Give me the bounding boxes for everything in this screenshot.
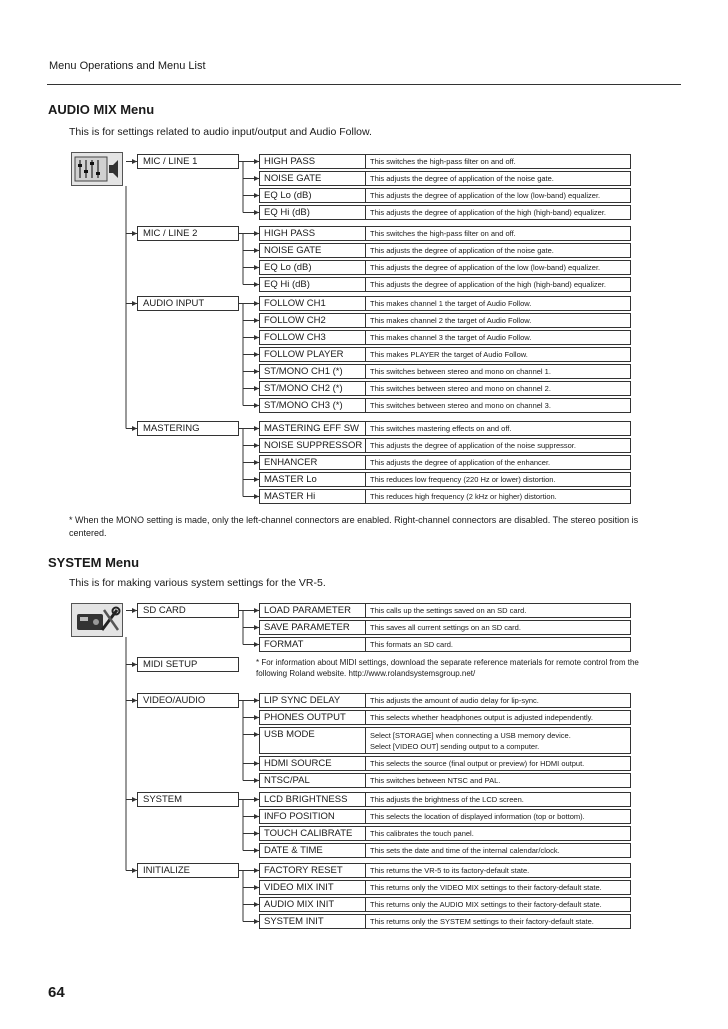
menu-item-name: ST/MONO CH2 (*) bbox=[259, 381, 366, 396]
menu-item-desc: This adjusts the degree of application of the enhancer. bbox=[366, 455, 631, 470]
menu-item-desc: This adjusts the degree of application of the high (high-band) equalizer. bbox=[366, 205, 631, 220]
menu-item-name: NOISE GATE bbox=[259, 243, 366, 258]
menu-item-desc: This makes channel 3 the target of Audio Follow. bbox=[366, 330, 631, 345]
menu-item-name: AUDIO MIX INIT bbox=[259, 897, 366, 912]
system-intro: This is for making various system settings for the VR-5. bbox=[69, 577, 326, 589]
menu-item-desc: This reduces high frequency (2 kHz or higher) distortion. bbox=[366, 489, 631, 504]
mono-footnote: * When the MONO setting is made, only the left-channel connectors are enabled. Right-channel connectors are disabled. The stereo position is centered. bbox=[69, 515, 639, 538]
menu-item-name: NOISE GATE bbox=[259, 171, 366, 186]
menu-group-initialize: INITIALIZE bbox=[137, 863, 239, 878]
menu-item-name: INFO POSITION bbox=[259, 809, 366, 824]
menu-item-desc: This returns only the SYSTEM settings to their factory-default state. bbox=[366, 914, 631, 929]
audio-mix-heading: AUDIO MIX Menu bbox=[48, 102, 155, 117]
menu-item-name: FACTORY RESET bbox=[259, 863, 366, 878]
menu-item-name: VIDEO MIX INIT bbox=[259, 880, 366, 895]
menu-item-desc bbox=[366, 727, 631, 754]
menu-item-name: LIP SYNC DELAY bbox=[259, 693, 366, 708]
menu-item-desc: This calibrates the touch panel. bbox=[366, 826, 631, 841]
system-heading: SYSTEM Menu bbox=[48, 555, 140, 570]
menu-item-name: LCD BRIGHTNESS bbox=[259, 792, 366, 807]
menu-item-name: PHONES OUTPUT bbox=[259, 710, 366, 725]
menu-item-desc: This adjusts the degree of application of the noise suppressor. bbox=[366, 438, 631, 453]
menu-item-name: EQ Lo (dB) bbox=[259, 260, 366, 275]
menu-item-desc: This saves all current settings on an SD card. bbox=[366, 620, 631, 635]
menu-item-desc: This adjusts the degree of application of the low (low-band) equalizer. bbox=[366, 260, 631, 275]
menu-item-desc: This switches the high-pass filter on and off. bbox=[366, 154, 631, 169]
menu-item-desc: This adjusts the amount of audio delay for lip-sync. bbox=[366, 693, 631, 708]
menu-item-name: FOLLOW CH3 bbox=[259, 330, 366, 345]
menu-item-desc: This adjusts the brightness of the LCD screen. bbox=[366, 792, 631, 807]
menu-item-desc: This sets the date and time of the internal calendar/clock. bbox=[366, 843, 631, 858]
menu-item-desc: This switches between NTSC and PAL. bbox=[366, 773, 631, 788]
menu-item-desc: This selects whether headphones output is adjusted independently. bbox=[366, 710, 631, 725]
menu-item-desc: This calls up the settings saved on an SD card. bbox=[366, 603, 631, 618]
menu-item-name: ENHANCER bbox=[259, 455, 366, 470]
menu-item-desc: This adjusts the degree of application of the low (low-band) equalizer. bbox=[366, 188, 631, 203]
menu-group-midi-setup: MIDI SETUP bbox=[137, 657, 239, 672]
menu-group-mic-line-2: MIC / LINE 2 bbox=[137, 226, 239, 241]
menu-item-name: MASTERING EFF SW bbox=[259, 421, 366, 436]
menu-item-desc: This switches mastering effects on and off. bbox=[366, 421, 631, 436]
menu-item-name: DATE & TIME bbox=[259, 843, 366, 858]
menu-item-name: ST/MONO CH3 (*) bbox=[259, 398, 366, 413]
menu-item-desc: This adjusts the degree of application of the noise gate. bbox=[366, 243, 631, 258]
menu-item-name: HIGH PASS bbox=[259, 226, 366, 241]
menu-item-desc: This returns only the VIDEO MIX settings to their factory-default state. bbox=[366, 880, 631, 895]
menu-group-system: SYSTEM bbox=[137, 792, 239, 807]
menu-item-desc: This switches between stereo and mono on channel 3. bbox=[366, 398, 631, 413]
menu-item-name: HDMI SOURCE bbox=[259, 756, 366, 771]
menu-item-name: FOLLOW CH2 bbox=[259, 313, 366, 328]
menu-item-name: EQ Hi (dB) bbox=[259, 277, 366, 292]
usb-mode-desc-line2: Select [VIDEO OUT] sending output to a computer. bbox=[370, 742, 540, 751]
menu-item-name: FOLLOW CH1 bbox=[259, 296, 366, 311]
menu-item-name: FOLLOW PLAYER bbox=[259, 347, 366, 362]
menu-item-name: HIGH PASS bbox=[259, 154, 366, 169]
running-header: Menu Operations and Menu List bbox=[49, 60, 206, 72]
usb-mode-desc-line1: Select [STORAGE] when connecting a USB memory device. bbox=[370, 731, 571, 740]
menu-item-name: SYSTEM INIT bbox=[259, 914, 366, 929]
menu-item-name: MASTER Hi bbox=[259, 489, 366, 504]
menu-item-desc: This reduces low frequency (220 Hz or lower) distortion. bbox=[366, 472, 631, 487]
menu-item-desc: This returns the VR-5 to its factory-default state. bbox=[366, 863, 631, 878]
menu-group-mastering: MASTERING bbox=[137, 421, 239, 436]
menu-item-name: SAVE PARAMETER bbox=[259, 620, 366, 635]
menu-group-mic-line-1: MIC / LINE 1 bbox=[137, 154, 239, 169]
audio-mix-intro: This is for settings related to audio input/output and Audio Follow. bbox=[69, 126, 372, 138]
menu-item-name: LOAD PARAMETER bbox=[259, 603, 366, 618]
menu-item-desc: This makes channel 2 the target of Audio Follow. bbox=[366, 313, 631, 328]
menu-item-desc: This makes channel 1 the target of Audio Follow. bbox=[366, 296, 631, 311]
menu-item-name: ST/MONO CH1 (*) bbox=[259, 364, 366, 379]
menu-item-desc: This selects the source (final output or preview) for HDMI output. bbox=[366, 756, 631, 771]
menu-group-video-audio: VIDEO/AUDIO bbox=[137, 693, 239, 708]
menu-item-name: NTSC/PAL bbox=[259, 773, 366, 788]
menu-group-sd-card: SD CARD bbox=[137, 603, 239, 618]
menu-item-name: TOUCH CALIBRATE bbox=[259, 826, 366, 841]
menu-item-desc: This switches between stereo and mono on channel 1. bbox=[366, 364, 631, 379]
menu-item-desc: This selects the location of displayed information (top or bottom). bbox=[366, 809, 631, 824]
menu-item-desc: This switches the high-pass filter on and off. bbox=[366, 226, 631, 241]
menu-item-name: USB MODE bbox=[259, 727, 366, 754]
menu-item-desc: This formats an SD card. bbox=[366, 637, 631, 652]
menu-item-desc: This adjusts the degree of application of the high (high-band) equalizer. bbox=[366, 277, 631, 292]
midi-setup-note: * For information about MIDI settings, download the separate reference materials for remote control from the following Roland website. http://www.rolandsystemsgroup.net/ bbox=[256, 658, 639, 678]
menu-item-desc: This returns only the AUDIO MIX settings to their factory-default state. bbox=[366, 897, 631, 912]
menu-item-desc: This switches between stereo and mono on channel 2. bbox=[366, 381, 631, 396]
menu-item-name: FORMAT bbox=[259, 637, 366, 652]
menu-item-name: MASTER Lo bbox=[259, 472, 366, 487]
menu-item-desc: This makes PLAYER the target of Audio Follow. bbox=[366, 347, 631, 362]
menu-item-name: EQ Lo (dB) bbox=[259, 188, 366, 203]
menu-group-audio-input: AUDIO INPUT bbox=[137, 296, 239, 311]
menu-item-desc: This adjusts the degree of application of the noise gate. bbox=[366, 171, 631, 186]
menu-item-name: EQ Hi (dB) bbox=[259, 205, 366, 220]
menu-item-name: NOISE SUPPRESSOR bbox=[259, 438, 366, 453]
page-number: 64 bbox=[48, 984, 65, 1001]
